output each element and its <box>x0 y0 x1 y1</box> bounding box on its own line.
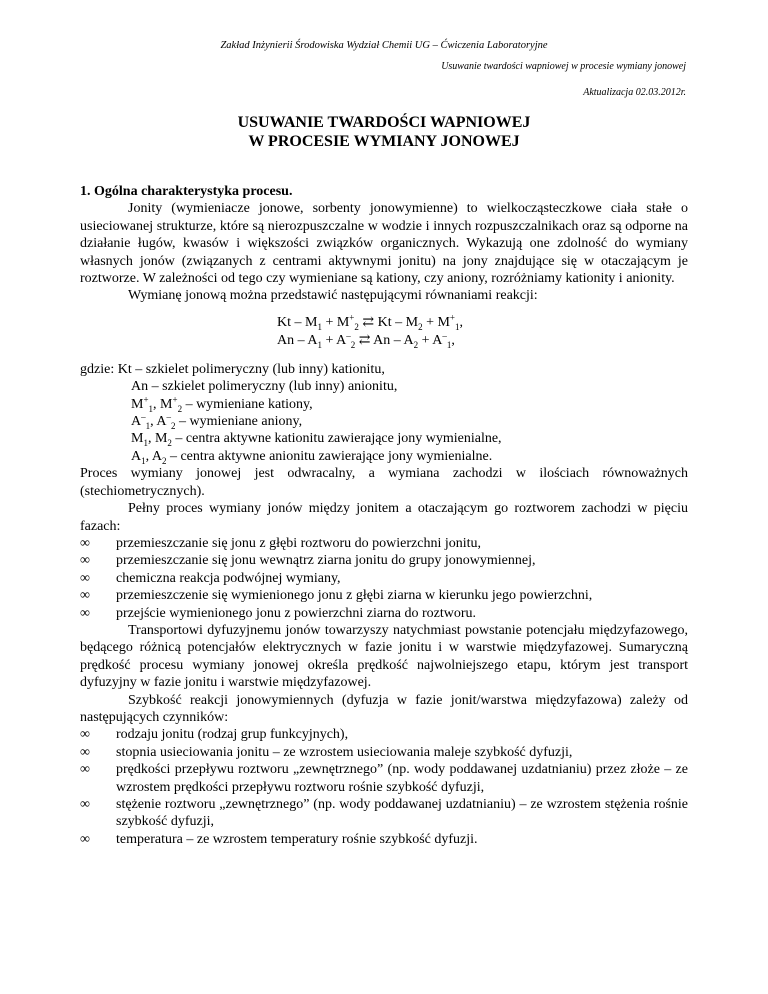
bullet-icon: ∞ <box>80 831 90 847</box>
document-title-line1: USUWANIE TWARDOŚCI WAPNIOWEJ <box>237 114 531 131</box>
legend-exchanged-cations: $M^+_1$, $M^+_2$ – wymieniane kationy, <box>131 394 313 414</box>
list-item: ∞ przejście wymienionego jonu z powierzchni ziarna do roztworu. <box>80 605 476 621</box>
paragraph-rate-factors-intro: Szybkość reakcji jonowymiennych (dyfuzja w fazie jonit/warstwa międzyfazowa) zależy od następujących czynników: <box>80 692 688 725</box>
legend-exchanged-anions: $A^-_1$, $A^-_2$ – wymieniane aniony, <box>131 411 303 431</box>
list-item: ∞ przemieszczenie się wymienionego jonu z głębi ziarna w kierunku jego powierzchni, <box>80 588 593 604</box>
section-heading: 1. Ogólna charakterystyka procesu. <box>80 184 293 199</box>
bullet-icon: ∞ <box>80 797 90 812</box>
list-item: ∞ stężenie roztworu „zewnętrznego” (np. wody poddawanej uzdatnianiu) – ze wzrostem stężenia rośnie szybkość dyfuzji, <box>80 797 688 830</box>
header-topic: Usuwanie twardości wapniowej w procesie wymiany jonowej <box>441 61 686 72</box>
reaction-equations <box>80 314 688 350</box>
paragraph-diffusion-transport: Transportowi dyfuzyjnemu jonów towarzyszy natychmiast powstanie potencjału międzyfazowego, będącego różnicą potencjałów elektrycznych w fazie jonitu i w warstwie międzyfazowej. Sumaryczną prędkość procesu wymiany jonowej określa prędkość najwolniejszego etapu, którym jest transport dyfuzyjny w fazie jonitu i warstwie międzyfazowej. <box>80 622 688 691</box>
legend-anionite-centers: $A_1$, $A_2$ – centra aktywne anionitu zawierające jony wymienialne. <box>131 448 493 466</box>
paragraph-reversibility: Proces wymiany jonowej jest odwracalny, a wymiana zachodzi w ilościach równoważnych (stechiometrycznych). <box>80 466 688 499</box>
equation-cation-exchange: $Kt - M_1 + M^+_2$ ⇄ $Kt - M_2 + M^+_1$, <box>277 312 463 332</box>
equation-anion-exchange: $An - A_1 + A^-_2$ ⇄ $An - A_2 + A^-_1$, <box>277 330 455 350</box>
bullet-icon: ∞ <box>80 605 90 621</box>
list-item: ∞ rodzaju jonitu (rodzaj grup funkcyjnych), <box>80 727 349 743</box>
factors-list <box>80 726 688 848</box>
header-institution: Zakład Inżynierii Środowiska Wydział Chemii UG – Ćwiczenia Laboratoryjne <box>220 40 548 51</box>
bullet-icon: ∞ <box>80 570 90 586</box>
list-item: ∞ stopnia usieciowania jonitu – ze wzrostem usieciowania maleje szybkość dyfuzji, <box>80 744 573 760</box>
legend-cationite-centers: $M_1$, $M_2$ – centra aktywne kationitu zawierające jony wymienialne, <box>131 431 502 449</box>
paragraph-phases-intro: Pełny proces wymiany jonów między jonitem a otaczającym go roztworem zachodzi w pięciu fazach: <box>80 501 688 534</box>
list-item: ∞ chemiczna reakcja podwójnej wymiany, <box>80 570 341 586</box>
bullet-icon: ∞ <box>80 744 90 760</box>
paragraph-ionites-definition: Jonity (wymieniacze jonowe, sorbenty jonowymienne) to wielkocząsteczkowe ciała stałe o usieciowanej strukturze, które są nierozpuszczalne w wodzie i innych rozpuszczalnikach oraz są odporne na działanie ługów, kwasów i większości związków organicznych. Wykazują one zdolność do wymiany własnych jonów (związanych z centrami aktywnymi jonitu) na jony znajdujące się w otaczającym je roztworze. W zależności od tego czy wymieniane są kationy, czy aniony, rozróżniamy kationity i anionity. <box>80 201 688 287</box>
header-update-date: Aktualizacja 02.03.2012r. <box>583 87 686 98</box>
list-item: ∞ prędkości przepływu roztworu „zewnętrznego” (np. wody poddawanej uzdatnianiu) przez złoże – ze wzrostem prędkości przepływu roztworu rośnie szybkość dyfuzji, <box>80 762 688 795</box>
legend-an: An – szkielet polimeryczny (lub inny) anionitu, <box>131 379 398 395</box>
list-item: ∞ przemieszczanie się jonu wewnątrz ziarna jonitu do grupy jonowymiennej, <box>80 553 536 569</box>
paragraph-equations-intro: Wymianę jonową można przedstawić następującymi równaniami reakcji: <box>128 288 538 304</box>
bullet-icon: ∞ <box>80 553 90 569</box>
list-item: ∞ temperatura – ze wzrostem temperatury rośnie szybkość dyfuzji. <box>80 831 478 847</box>
bullet-icon: ∞ <box>80 727 90 743</box>
document-title-line2: W PROCESIE WYMIANY JONOWEJ <box>248 133 520 150</box>
document-body <box>80 183 688 848</box>
bullet-icon: ∞ <box>80 588 90 604</box>
bullet-icon: ∞ <box>80 762 90 778</box>
list-item: ∞ przemieszczanie się jonu z głębi roztworu do powierzchni jonitu, <box>80 535 482 551</box>
legend-kt: gdzie: Kt – szkielet polimeryczny (lub inny) kationitu, <box>80 361 385 377</box>
bullet-icon: ∞ <box>80 535 90 551</box>
phases-list <box>80 535 688 622</box>
